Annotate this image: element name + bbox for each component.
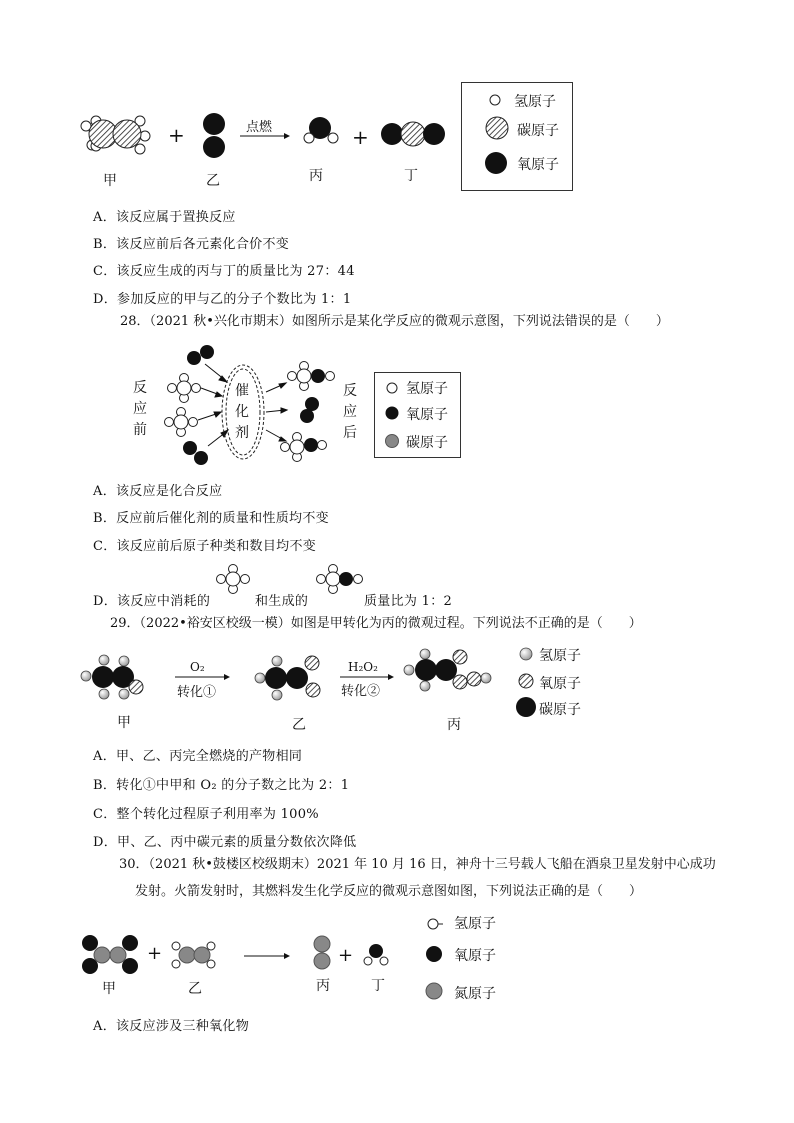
q27-option-d: D．参加反应的甲与乙的分子个数比为 1：1 (93, 292, 352, 307)
q27-label-ding: 丁 (404, 168, 418, 184)
q28-catalyst-2: 化 (235, 404, 249, 420)
q30-label-bing: 丙 (316, 978, 330, 994)
q28-option-d-prefix: D．该反应中消耗的 (93, 594, 211, 609)
q27-option-c: C．该反应生成的丙与丁的质量比为 27：44 (93, 264, 355, 279)
q29-stem: 29．（2022•裕安区校级一模）如图是甲转化为丙的微观过程。下列说法不正确的是（ ） (110, 616, 642, 631)
q28-side-right-2: 应 (343, 404, 357, 420)
q30-stem-line1: 30．（2021 秋•鼓楼区校级期末）2021 年 10 月 16 日，神舟十三号载人飞船在酒泉卫星发射中心成功 (119, 857, 716, 872)
q27-label-yi: 乙 (206, 173, 220, 189)
q29-legend-carbon: 碳原子 (539, 702, 581, 718)
q28-side-right-1: 反 (343, 383, 357, 399)
q29-label-bing: 丙 (447, 717, 461, 733)
q27-label-bing: 丙 (309, 168, 323, 184)
q30-legend-oxygen: 氧原子 (454, 948, 496, 964)
q28-option-c: C．该反应前后原子种类和数目均不变 (93, 539, 317, 554)
q27-legend-oxygen: 氧原子 (517, 157, 559, 173)
q28-option-d-suffix: 质量比为 1：2 (364, 594, 453, 609)
q29-label-jia: 甲 (117, 715, 131, 731)
svg-text:+: + (352, 125, 369, 149)
q27-legend-hydrogen: 氢原子 (514, 94, 556, 110)
q30-legend-nitrogen: 氮原子 (454, 986, 496, 1002)
q29-option-b: B．转化①中甲和 O₂ 的分子数之比为 2：1 (93, 778, 350, 793)
q28-option-b: B．反应前后催化剂的质量和性质均不变 (93, 511, 329, 526)
q29-arrow1-top: O₂ (190, 660, 205, 674)
q29-label-yi: 乙 (292, 717, 306, 733)
q29-arrow2-bottom: 转化② (341, 684, 381, 699)
q27-arrow-label: 点燃 (246, 120, 273, 135)
svg-text:+: + (168, 123, 185, 147)
q27-option-a: A．该反应属于置换反应 (93, 210, 236, 225)
q28-catalyst-3: 剂 (235, 425, 249, 441)
q28-side-left-2: 应 (133, 401, 147, 417)
q29-option-d: D．甲、乙、丙中碳元素的质量分数依次降低 (93, 835, 357, 850)
q27-legend-carbon: 碳原子 (517, 123, 559, 139)
q30-label-jia: 甲 (102, 981, 116, 997)
q28-catalyst-1: 催 (235, 383, 249, 399)
q28-stem: 28．（2021 秋•兴化市期末）如图所示是某化学反应的微观示意图，下列说法错误的是（ ） (120, 314, 669, 329)
q29-option-c: C．整个转化过程原子利用率为 100% (93, 807, 319, 822)
svg-text:+: + (147, 943, 163, 964)
q29-arrow2-top: H₂O₂ (348, 660, 378, 674)
q28-option-d-middle: 和生成的 (255, 594, 309, 609)
q29-option-a: A．甲、乙、丙完全燃烧的产物相同 (93, 749, 303, 764)
q30-legend-hydrogen: 氢原子 (454, 916, 496, 932)
q30-label-ding: 丁 (371, 978, 385, 994)
q28-side-left-1: 反 (133, 380, 147, 396)
q28-legend-hydrogen: 氢原子 (406, 381, 448, 397)
svg-text:+: + (338, 945, 354, 966)
q28-side-left-3: 前 (133, 422, 147, 438)
q27-label-jia: 甲 (103, 173, 117, 189)
q30-stem-line2: 发射。火箭发射时，其燃料发生化学反应的微观示意图如图，下列说法正确的是（ ） (135, 884, 643, 899)
q28-side-right-3: 后 (343, 425, 357, 441)
q29-legend-hydrogen: 氢原子 (539, 648, 581, 664)
q27-option-b: B．该反应前后各元素化合价不变 (93, 237, 290, 252)
q30-label-yi: 乙 (188, 981, 202, 997)
q28-legend-carbon: 碳原子 (406, 435, 448, 451)
q29-legend-oxygen: 氧原子 (539, 676, 581, 692)
q29-arrow1-bottom: 转化① (177, 685, 217, 700)
q28-legend-oxygen: 氧原子 (406, 407, 448, 423)
q30-option-a: A．该反应涉及三种氧化物 (93, 1019, 249, 1034)
q28-option-a: A．该反应是化合反应 (93, 484, 223, 499)
